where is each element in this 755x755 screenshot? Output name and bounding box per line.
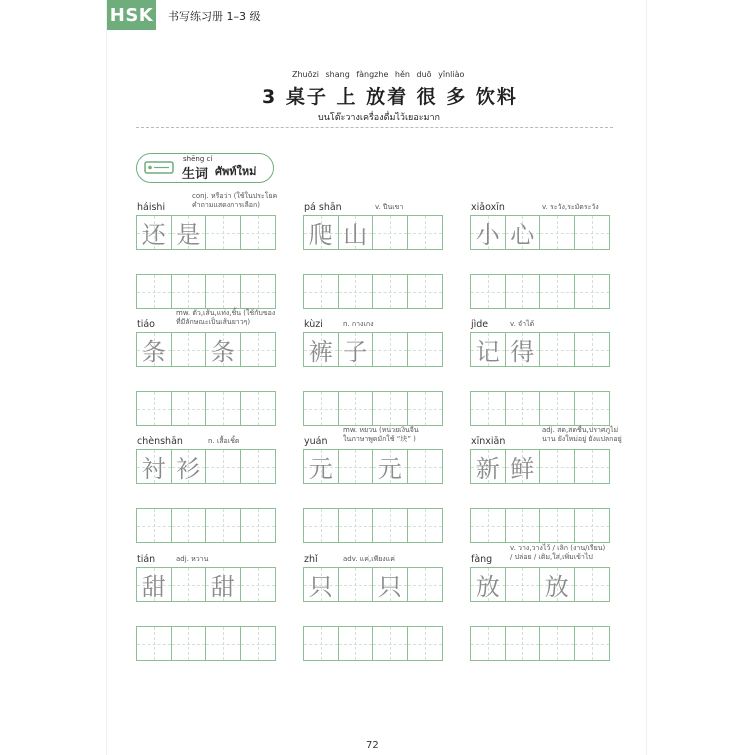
grid-cell: [304, 333, 339, 366]
grid-cell: [241, 568, 275, 601]
word-pinyin: chènshān: [137, 436, 183, 447]
vocab-entry: [136, 305, 306, 415]
grid-cell: [339, 509, 374, 542]
grid-cell: [137, 333, 172, 366]
grid-cell: [471, 333, 506, 366]
practice-grid: [470, 626, 610, 661]
tracing-character: 是: [176, 221, 201, 249]
grid-cell: [373, 275, 408, 308]
grid-cell: [241, 333, 275, 366]
word-pinyin: fàng: [471, 554, 493, 565]
vocab-entry: [136, 422, 306, 532]
practice-grid: [136, 626, 276, 661]
tracing-character: 条: [141, 338, 166, 366]
tracing-grid: [303, 567, 443, 602]
grid-cell: [137, 275, 172, 308]
grid-cell: [339, 333, 374, 366]
word-pinyin: tián: [137, 554, 156, 565]
grid-cell: [339, 392, 374, 425]
tracing-grid: [470, 332, 610, 367]
tracing-character: 放: [544, 573, 569, 601]
word-definition: n. กางเกง: [343, 320, 374, 328]
grid-cell: [408, 216, 442, 249]
grid-cell: [206, 509, 241, 542]
word-definition: v. วาง,วางไว้ / เลิก (งาน/เรียน) / ปล่อย / เติม,ใส่,เพิ่มเข้าไป: [510, 544, 606, 561]
grid-cell: [304, 275, 339, 308]
book-title: 书写练习册 1–3 级: [168, 10, 261, 23]
word-definition: adj. สด,สดชื่น,ปราศภูไม่ นาน ยังใหม่อยู่ ยังแปลกอยู่: [542, 426, 622, 443]
tracing-grid: [303, 215, 443, 250]
grid-cell: [575, 275, 609, 308]
grid-cell: [506, 216, 541, 249]
tracing-grid: [136, 449, 276, 484]
grid-cell: [506, 392, 541, 425]
grid-cell: [506, 275, 541, 308]
word-pinyin: kùzi: [304, 319, 323, 330]
word-pinyin: jìde: [471, 319, 489, 330]
grid-cell: [471, 392, 506, 425]
grid-cell: [575, 216, 609, 249]
word-pinyin: háishi: [137, 202, 166, 213]
grid-cell: [241, 509, 275, 542]
page-number: 72: [366, 740, 379, 751]
tracing-character: 条: [210, 338, 235, 366]
practice-grid: [470, 508, 610, 543]
practice-grid: [303, 391, 443, 426]
grid-cell: [540, 450, 575, 483]
grid-cell: [172, 509, 207, 542]
grid-cell: [506, 568, 541, 601]
tracing-grid: [470, 449, 610, 484]
practice-grid: [470, 274, 610, 309]
tracing-character: 衫: [176, 455, 201, 483]
tracing-grid: [136, 567, 276, 602]
grid-cell: [304, 627, 339, 660]
grid-cell: [408, 509, 442, 542]
grid-cell: [540, 216, 575, 249]
tracing-character: 还: [141, 221, 166, 249]
word-definition: v. ปีนเขา: [375, 203, 404, 211]
grid-cell: [373, 627, 408, 660]
practice-grid: [136, 508, 276, 543]
grid-cell: [137, 509, 172, 542]
grid-cell: [408, 568, 442, 601]
word-pinyin: xīnxiān: [471, 436, 506, 447]
tracing-character: 只: [308, 573, 333, 601]
word-pinyin: zhǐ: [304, 554, 318, 565]
grid-cell: [206, 392, 241, 425]
tracing-character: 爬: [308, 221, 333, 249]
grid-cell: [206, 333, 241, 366]
tracing-character: 山: [343, 221, 368, 249]
tracing-character: 得: [510, 338, 535, 366]
grid-cell: [506, 509, 541, 542]
grid-cell: [304, 568, 339, 601]
tag-icon: [144, 161, 174, 174]
tracing-character: 只: [377, 573, 402, 601]
grid-cell: [506, 627, 541, 660]
grid-cell: [172, 568, 207, 601]
word-pinyin: pá shān: [304, 202, 342, 213]
new-words-badge: [136, 153, 274, 183]
vocab-entry: [470, 422, 640, 532]
grid-cell: [408, 392, 442, 425]
lesson-pinyin: Zhuōzi shang fàngzhe hěn duō yǐnliào: [292, 70, 465, 79]
vocab-entry: [303, 540, 473, 650]
grid-cell: [506, 333, 541, 366]
practice-grid: [470, 391, 610, 426]
practice-grid: [303, 508, 443, 543]
grid-cell: [172, 333, 207, 366]
hsk-tab: HSK: [107, 0, 156, 30]
vocab-entry: [303, 188, 473, 298]
grid-cell: [137, 568, 172, 601]
vocab-entry: [136, 540, 306, 650]
grid-cell: [137, 216, 172, 249]
tracing-grid: [136, 332, 276, 367]
tracing-character: 鲜: [510, 455, 535, 483]
grid-cell: [304, 509, 339, 542]
word-pinyin: xiǎoxīn: [471, 202, 505, 213]
grid-cell: [575, 333, 609, 366]
grid-cell: [373, 450, 408, 483]
vocab-entry: [470, 188, 640, 298]
tracing-character: 心: [510, 221, 535, 249]
vocab-entry: [136, 188, 306, 298]
practice-grid: [303, 626, 443, 661]
grid-cell: [373, 333, 408, 366]
vocab-entry: [303, 305, 473, 415]
grid-cell: [575, 392, 609, 425]
grid-cell: [540, 275, 575, 308]
grid-cell: [206, 627, 241, 660]
grid-cell: [304, 216, 339, 249]
word-definition: n. เสื้อเชิ้ต: [208, 437, 240, 445]
dashed-divider: [136, 127, 613, 128]
tracing-grid: [303, 332, 443, 367]
word-definition: conj. หรือว่า (ใช้ในประโยค คำถามแสดงการเลือก): [192, 192, 278, 209]
grid-cell: [408, 450, 442, 483]
tracing-character: 小: [475, 221, 500, 249]
grid-cell: [540, 333, 575, 366]
grid-cell: [408, 275, 442, 308]
grid-cell: [575, 568, 609, 601]
grid-cell: [575, 627, 609, 660]
tracing-grid: [303, 449, 443, 484]
vocab-entry: [470, 540, 640, 650]
grid-cell: [241, 216, 275, 249]
grid-cell: [172, 216, 207, 249]
grid-cell: [172, 450, 207, 483]
grid-cell: [540, 627, 575, 660]
tracing-character: 新: [475, 455, 500, 483]
practice-grid: [136, 274, 276, 309]
grid-cell: [172, 275, 207, 308]
grid-cell: [339, 275, 374, 308]
grid-cell: [172, 627, 207, 660]
grid-cell: [471, 216, 506, 249]
grid-cell: [373, 568, 408, 601]
tracing-character: 甜: [210, 573, 235, 601]
badge-pinyin: shēng cí: [183, 155, 213, 163]
tracing-character: 甜: [141, 573, 166, 601]
grid-cell: [471, 450, 506, 483]
grid-cell: [540, 392, 575, 425]
grid-cell: [339, 216, 374, 249]
grid-cell: [241, 275, 275, 308]
grid-cell: [339, 627, 374, 660]
grid-cell: [575, 450, 609, 483]
grid-cell: [206, 450, 241, 483]
lesson-thai-title: บนโต๊ะวางเครื่องดื่มไว้เยอะมาก: [318, 113, 440, 123]
word-definition: mw. หยวน (หน่วยเงินจีน ในภาษาพูดมักใช้ “块” ): [343, 426, 419, 443]
word-pinyin: yuán: [304, 436, 328, 447]
grid-cell: [408, 333, 442, 366]
vocab-entry: [303, 422, 473, 532]
practice-grid: [136, 391, 276, 426]
tracing-character: 记: [475, 338, 500, 366]
tracing-character: 元: [377, 455, 402, 483]
word-pinyin: tiáo: [137, 319, 155, 330]
grid-cell: [137, 627, 172, 660]
tracing-character: 衬: [141, 455, 166, 483]
practice-grid: [303, 274, 443, 309]
grid-cell: [471, 568, 506, 601]
grid-cell: [471, 509, 506, 542]
grid-cell: [172, 392, 207, 425]
grid-cell: [408, 627, 442, 660]
grid-cell: [540, 568, 575, 601]
grid-cell: [137, 392, 172, 425]
tracing-character: 元: [308, 455, 333, 483]
tracing-grid: [470, 215, 610, 250]
tracing-grid: [470, 567, 610, 602]
tracing-grid: [136, 215, 276, 250]
grid-cell: [241, 392, 275, 425]
vocab-entry: [470, 305, 640, 415]
grid-cell: [206, 216, 241, 249]
grid-cell: [575, 509, 609, 542]
grid-cell: [241, 627, 275, 660]
tracing-character: 放: [475, 573, 500, 601]
grid-cell: [506, 450, 541, 483]
grid-cell: [471, 627, 506, 660]
word-definition: v. จำได้: [510, 320, 535, 328]
grid-cell: [304, 392, 339, 425]
grid-cell: [206, 568, 241, 601]
grid-cell: [373, 392, 408, 425]
badge-thai: ศัพท์ใหม่: [215, 165, 257, 178]
grid-cell: [241, 450, 275, 483]
grid-cell: [373, 509, 408, 542]
lesson-title: 3 桌子 上 放着 很 多 饮料: [262, 86, 518, 108]
tracing-character: 子: [343, 338, 368, 366]
word-definition: v. ระวัง,ระมัดระวัง: [542, 203, 599, 211]
word-definition: adj. หวาน: [176, 555, 209, 563]
grid-cell: [373, 216, 408, 249]
grid-cell: [471, 275, 506, 308]
grid-cell: [540, 509, 575, 542]
grid-cell: [304, 450, 339, 483]
word-definition: mw. ตัว,เส้น,แท่ง,ชิ้น (ใช้กับของ ที่มีลักษณะเป็นเส้นยาวๆ): [176, 309, 276, 326]
grid-cell: [339, 568, 374, 601]
grid-cell: [339, 450, 374, 483]
grid-cell: [206, 275, 241, 308]
badge-chinese: 生词: [182, 167, 209, 182]
word-definition: adv. แค่,เพียงแค่: [343, 555, 395, 563]
grid-cell: [137, 450, 172, 483]
tracing-character: 裤: [308, 338, 333, 366]
